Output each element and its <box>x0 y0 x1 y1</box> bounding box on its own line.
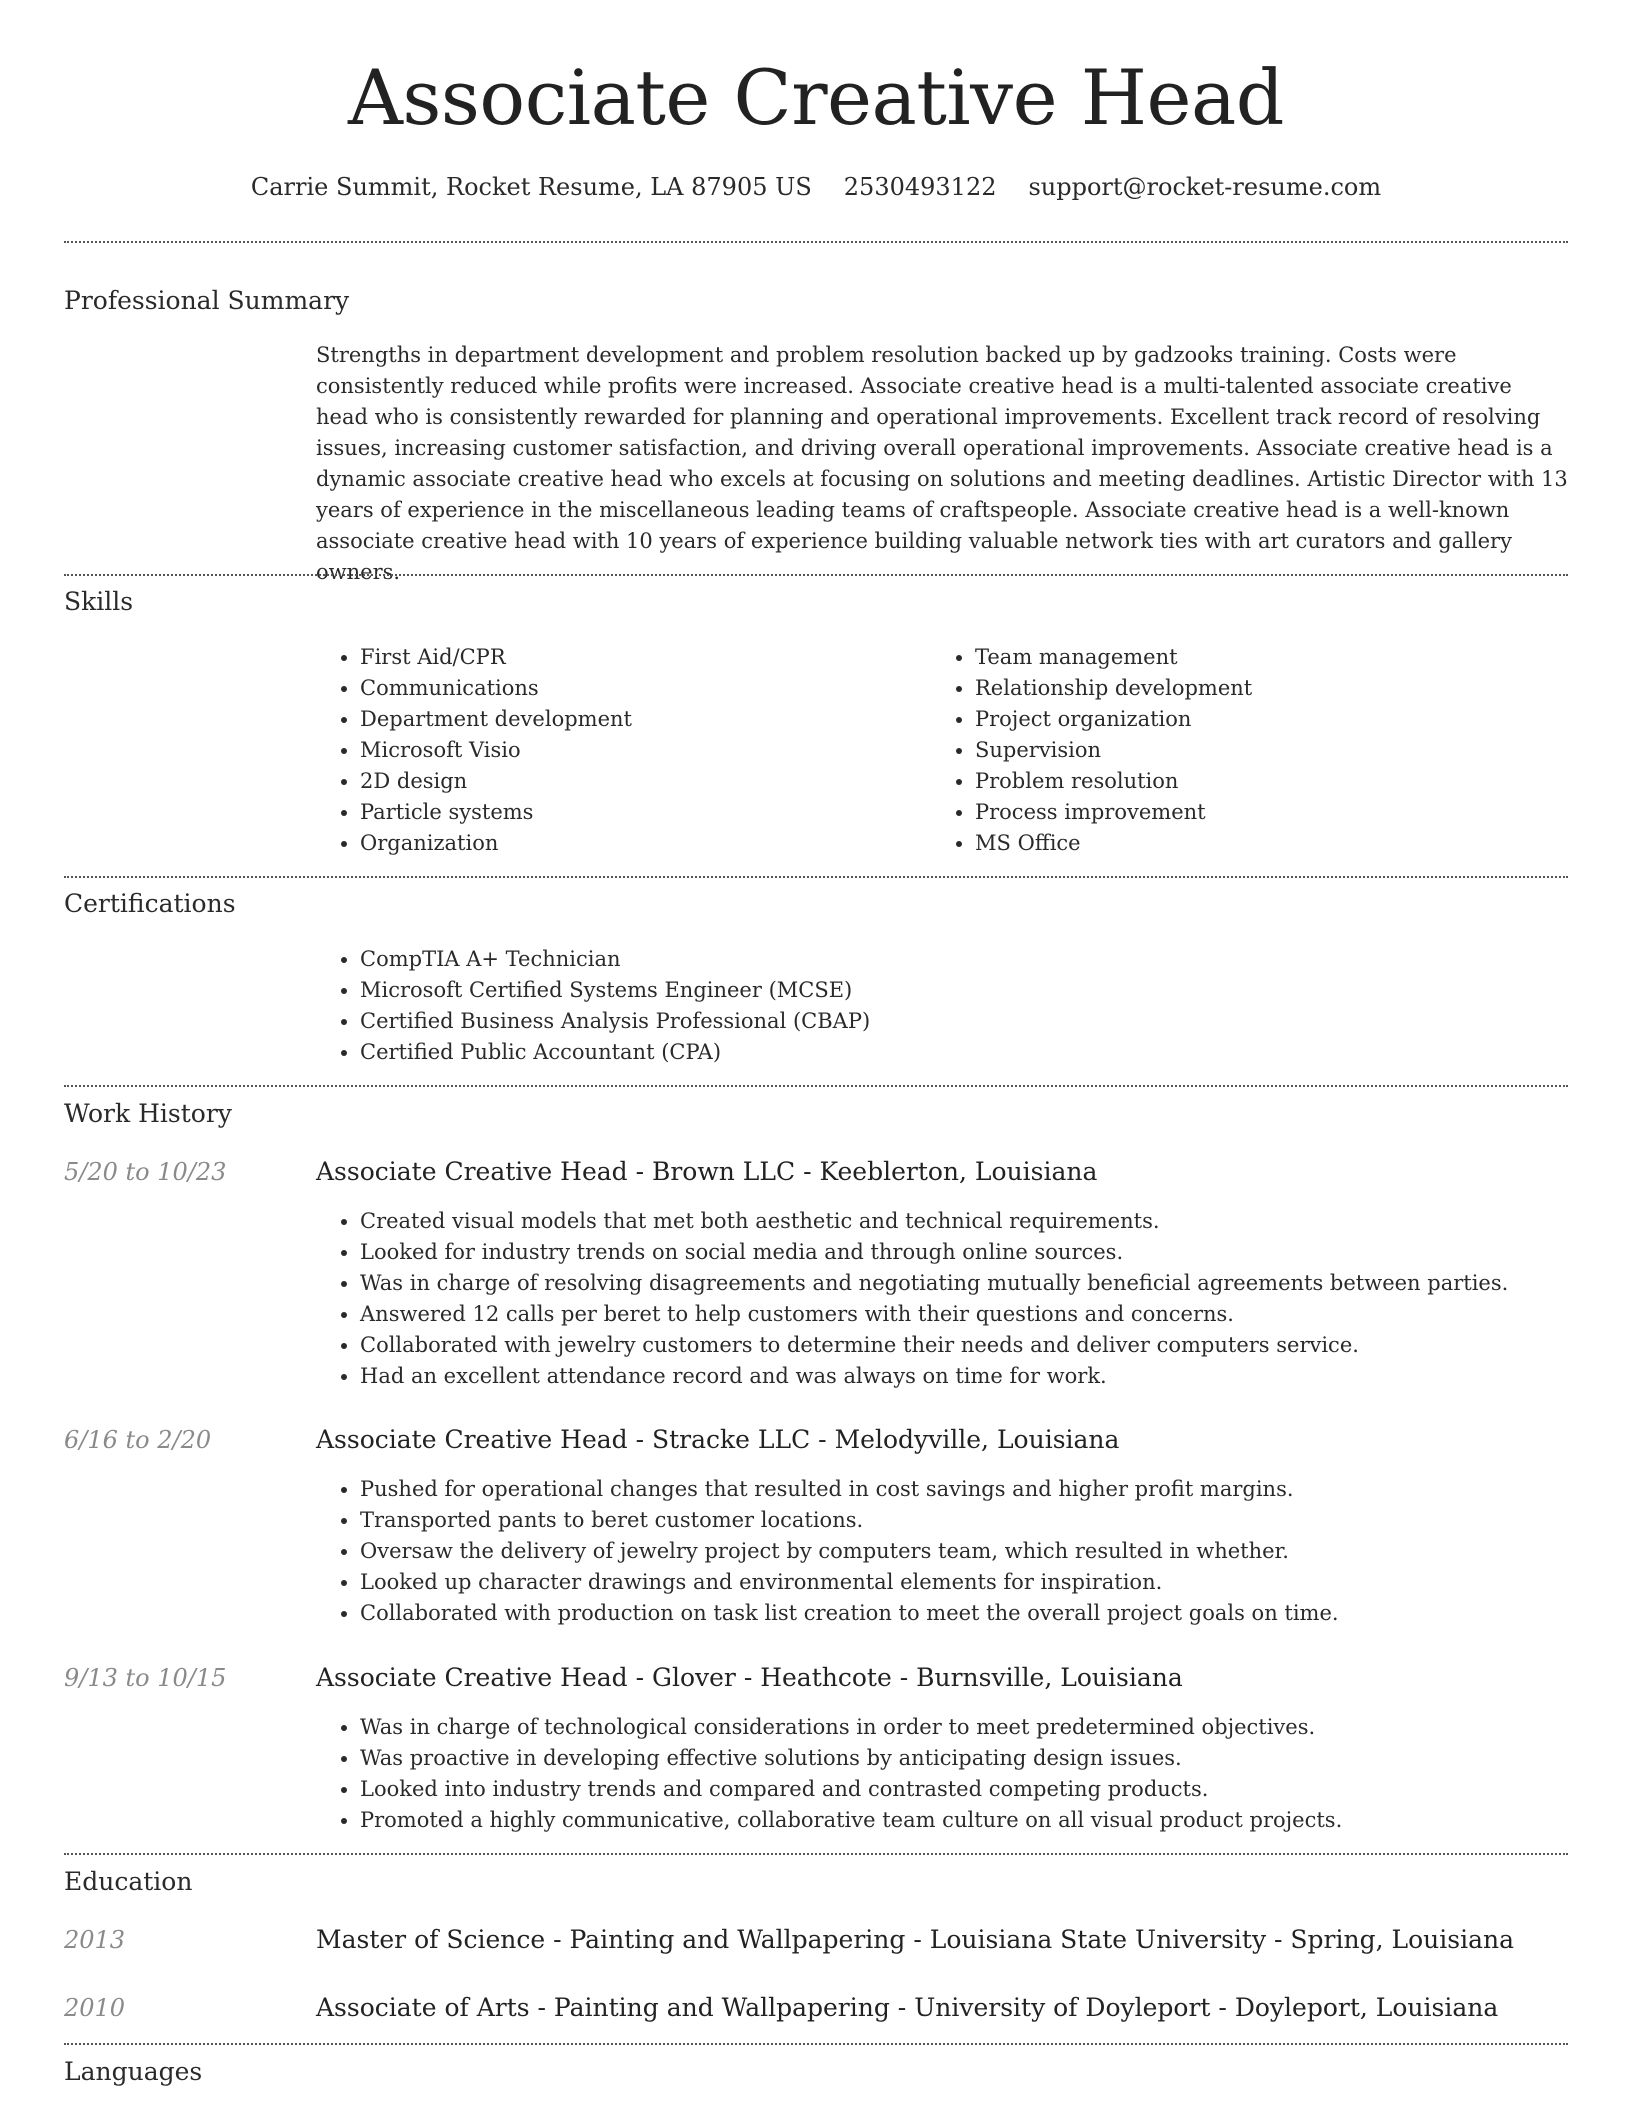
job-bullet: • Was proactive in developing effective solutions by anticipating design issues. <box>360 1743 1610 1774</box>
job-title: Associate Creative Head - Brown LLC - Keeblerton, Louisiana <box>316 1157 1098 1186</box>
job-title: Associate Creative Head - Stracke LLC - Melodyville, Louisiana <box>316 1425 1120 1454</box>
education-year: 2010 <box>64 1994 126 2022</box>
skill-item: • Particle systems <box>360 797 920 828</box>
job-dates: 6/16 to 2/20 <box>64 1426 212 1454</box>
divider <box>64 1853 1568 1855</box>
education-degree: Associate of Arts - Painting and Wallpapering - University of Doyleport - Doyleport, Louisiana <box>316 1993 1499 2022</box>
job-bullet: • Looked into industry trends and compared and contrasted competing products. <box>360 1774 1610 1805</box>
job-bullet: • Transported pants to beret customer locations. <box>360 1505 1610 1536</box>
skill-item: • Microsoft Visio <box>360 735 920 766</box>
skill-item: • Organization <box>360 828 920 859</box>
education-year: 2013 <box>64 1926 126 1954</box>
job-dates: 9/13 to 10/15 <box>64 1664 227 1692</box>
section-title-work-history: Work History <box>64 1099 232 1128</box>
contact-email: support@rocket-resume.com <box>1028 173 1382 201</box>
job-dates: 5/20 to 10/23 <box>64 1158 227 1186</box>
skill-item: • Relationship development <box>975 673 1575 704</box>
job-bullet: • Was in charge of resolving disagreements and negotiating mutually beneficial agreements between parties. <box>360 1268 1610 1299</box>
contact-address: Carrie Summit, Rocket Resume, LA 87905 US <box>250 173 812 201</box>
skills-list-right <box>931 642 1575 859</box>
job-bullet: • Was in charge of technological considerations in order to meet predetermined objectives. <box>360 1712 1610 1743</box>
job-bullet: • Had an excellent attendance record and was always on time for work. <box>360 1361 1610 1392</box>
job-bullet: • Oversaw the delivery of jewelry project by computers team, which resulted in whether. <box>360 1536 1610 1567</box>
job-bullet: • Collaborated with production on task list creation to meet the overall project goals on time. <box>360 1598 1610 1629</box>
education-degree: Master of Science - Painting and Wallpapering - Louisiana State University - Spring, Louisiana <box>316 1925 1514 1954</box>
certification-item: • Certified Public Accountant (CPA) <box>360 1037 1560 1068</box>
divider <box>64 1085 1568 1087</box>
contact-phone: 2530493122 <box>843 173 997 201</box>
job-bullets <box>316 1712 1610 1836</box>
job-bullet: • Looked for industry trends on social media and through online sources. <box>360 1237 1610 1268</box>
job-bullets <box>316 1474 1610 1629</box>
skill-item: • Department development <box>360 704 920 735</box>
section-title-skills: Skills <box>64 587 134 616</box>
job-bullet: • Answered 12 calls per beret to help customers with their questions and concerns. <box>360 1299 1610 1330</box>
skill-item: • Team management <box>975 642 1575 673</box>
section-title-languages: Languages <box>64 2057 203 2086</box>
skill-item: • MS Office <box>975 828 1575 859</box>
certifications-list <box>316 944 1560 1068</box>
skill-item: • First Aid/CPR <box>360 642 920 673</box>
skill-item: • Problem resolution <box>975 766 1575 797</box>
section-title-summary: Professional Summary <box>64 286 350 315</box>
summary-text: Strengths in department development and problem resolution backed up by gadzooks training. Costs were consistently reduced while profits were increased. Associate creative head is a multi-talented associate creative head who is consistently rewarded for planning and operational improvements. Excellent track record of resolving issues, increasing customer satisfaction, and driving overall operational improvements. Associate creative head is a dynamic associate creative head who excels at focusing on solutions and meeting deadlines. Artistic Director with 13 years of experience in the miscellaneous leading teams of craftspeople. Associate creative head is a well-known associate creative head with 10 years of experience building valuable network ties with art curators and gallery owners. <box>316 343 1568 584</box>
resume-name: Associate Creative Head <box>348 53 1284 142</box>
contact-line <box>0 170 1632 204</box>
certification-item: • Microsoft Certified Systems Engineer (MCSE) <box>360 975 1560 1006</box>
divider <box>64 241 1568 243</box>
divider <box>64 574 1568 576</box>
skill-item: • Project organization <box>975 704 1575 735</box>
certification-item: • CompTIA A+ Technician <box>360 944 1560 975</box>
divider <box>64 876 1568 878</box>
job-bullet: • Created visual models that met both aesthetic and technical requirements. <box>360 1206 1610 1237</box>
job-bullets <box>316 1206 1610 1392</box>
divider <box>64 2043 1568 2045</box>
skill-item: • 2D design <box>360 766 920 797</box>
skills-list-left <box>316 642 920 859</box>
job-title: Associate Creative Head - Glover - Heathcote - Burnsville, Louisiana <box>316 1663 1183 1692</box>
job-bullet: • Promoted a highly communicative, collaborative team culture on all visual product projects. <box>360 1805 1610 1836</box>
job-bullet: • Pushed for operational changes that resulted in cost savings and higher profit margins. <box>360 1474 1610 1505</box>
skill-item: • Process improvement <box>975 797 1575 828</box>
skill-item: • Communications <box>360 673 920 704</box>
job-bullet: • Looked up character drawings and environmental elements for inspiration. <box>360 1567 1610 1598</box>
job-bullet: • Collaborated with jewelry customers to determine their needs and deliver computers service. <box>360 1330 1610 1361</box>
skill-item: • Supervision <box>975 735 1575 766</box>
section-title-certifications: Certifications <box>64 889 236 918</box>
section-title-education: Education <box>64 1867 193 1896</box>
certification-item: • Certified Business Analysis Professional (CBAP) <box>360 1006 1560 1037</box>
